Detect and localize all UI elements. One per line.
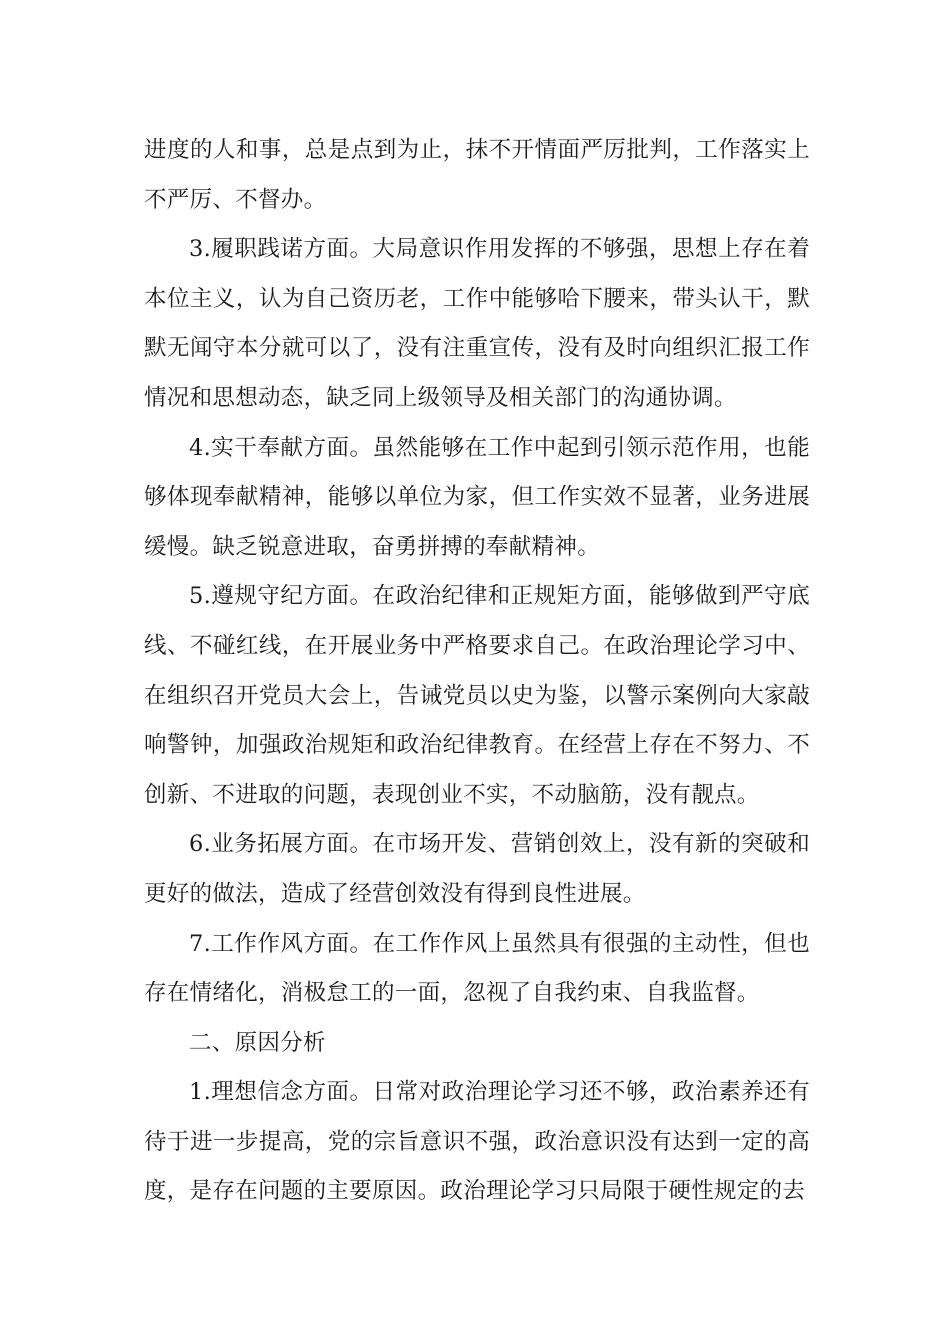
paragraph-item-7: 7.工作作风方面。在工作作风上虽然具有很强的主动性，但也存在情绪化，消极怠工的一面，忽视了自我约束、自我监督。 xyxy=(144,930,810,1007)
paragraph-item-5: 5.遵规守纪方面。在政治纪律和正规矩方面，能够做到严守底线、不碰红线，在开展业务中严格要求自己。在政治理论学习中、在组织召开党员大会上，告诫党员以史为鉴，以警示案例向大家敲响警钟，加强政治规矩和政治纪律教育。在经营上存在不努力、不创新、不进取的问题，表现创业不实，不动脑筋，没有靓点。 xyxy=(144,583,810,808)
paragraph-item-3: 3.履职践诺方面。大局意识作用发挥的不够强，思想上存在着本位主义，认为自己资历老，工作中能够哈下腰来，带头认干，默默无闻守本分就可以了，没有注重宣传，没有及时向组织汇报工作情况和思想动态，缺乏同上级领导及相关部门的沟通协调。 xyxy=(144,236,810,411)
section-heading: 二、原因分析 xyxy=(189,1029,326,1056)
paragraph-continuation: 进度的人和事，总是点到为止，抹不开情面严厉批判，工作落实上不严厉、不督办。 xyxy=(144,137,810,213)
paragraph-reason-1: 1.理想信念方面。日常对政治理论学习还不够，政治素养还有待于进一步提高，党的宗旨意识不强，政治意识没有达到一定的高度，是存在问题的主要原因。政治理论学习只局限于硬性规定的去 xyxy=(144,1079,810,1205)
paragraph-item-4: 4.实干奉献方面。虽然能够在工作中起到引领示范作用，也能够体现奉献精神，能够以单位为家，但工作实效不显著，业务进展缓慢。缺乏锐意进取，奋勇拼搏的奉献精神。 xyxy=(144,434,810,560)
paragraph-item-6: 6.业务拓展方面。在市场开发、营销创效上，没有新的突破和更好的做法，造成了经营创效没有得到良性进展。 xyxy=(144,831,810,907)
document-body xyxy=(144,126,810,1217)
